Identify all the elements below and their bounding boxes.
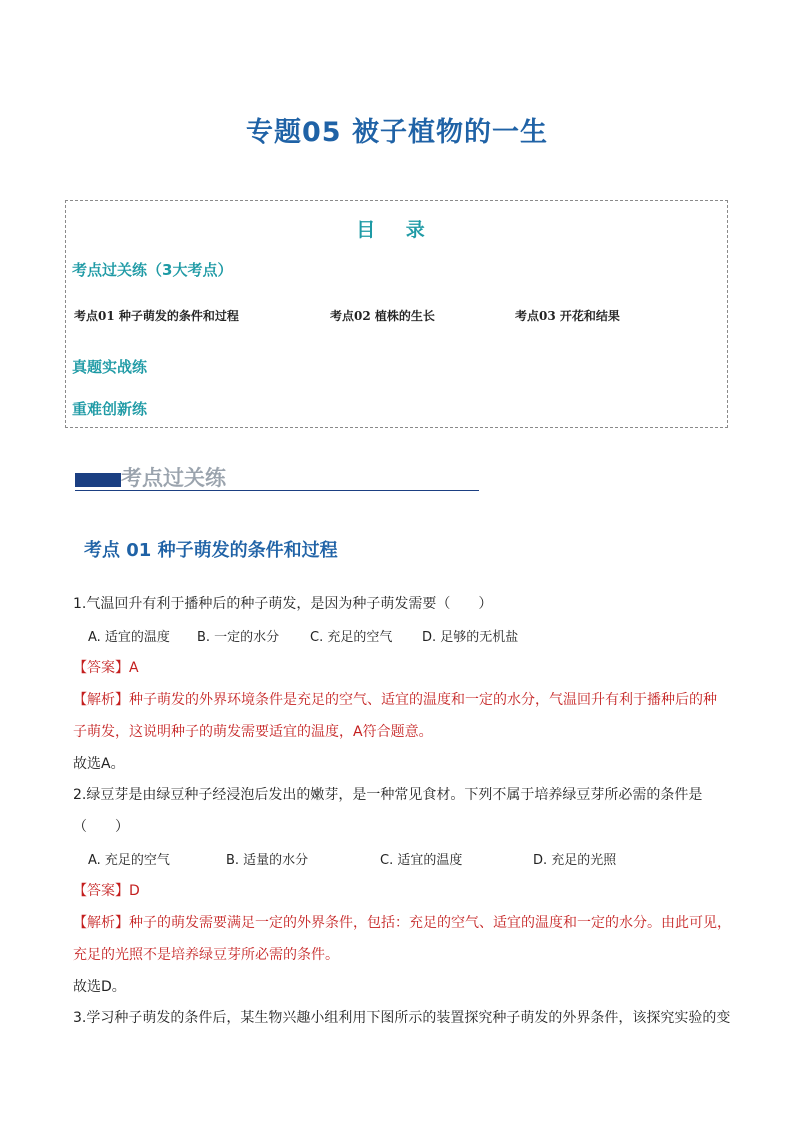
q1-answer bbox=[73, 657, 139, 677]
table-of-contents bbox=[65, 200, 728, 428]
q2-stem-2: （ ） bbox=[73, 819, 129, 835]
banner-bar bbox=[75, 473, 121, 487]
toc-section-kaodian[interactable]: 考点过关练（3大考点） bbox=[72, 261, 233, 279]
q1-analysis-text-1: 种子萌发的外界环境条件是充足的空气、适宜的温度和一定的水分，气温回升有利于播种后的种 bbox=[129, 692, 717, 708]
q2-option-a: A. 充足的空气 bbox=[88, 853, 170, 868]
q2-conclusion: 故选D。 bbox=[73, 979, 126, 995]
q1-conclusion: 故选A。 bbox=[73, 756, 125, 772]
q2-analysis-1 bbox=[73, 912, 731, 932]
q2-answer-label: 【答案】 bbox=[73, 883, 129, 899]
q2-stem-1: 2.绿豆芽是由绿豆种子经浸泡后发出的嫩芽，是一种常见食材。下列不属于培养绿豆芽所必需的条件是 bbox=[73, 787, 703, 803]
q1-analysis-1 bbox=[73, 689, 717, 709]
q2-analysis-text-1: 种子的萌发需要满足一定的外界条件，包括：充足的空气、适宜的温度和一定的水分。由此可见， bbox=[129, 915, 731, 931]
q1-answer-value: A bbox=[129, 660, 139, 676]
toc-item-kp3[interactable]: 考点03 开花和结果 bbox=[515, 309, 620, 323]
q2-option-b: B. 适量的水分 bbox=[226, 853, 309, 868]
q1-option-a: A. 适宜的温度 bbox=[88, 630, 170, 645]
page-title: 专题05 被子植物的一生 bbox=[246, 117, 548, 148]
banner-underline bbox=[75, 490, 479, 491]
q1-option-d: D. 足够的无机盐 bbox=[422, 630, 519, 645]
toc-item-kp1[interactable]: 考点01 种子萌发的条件和过程 bbox=[74, 309, 239, 323]
banner-text: 考点过关练 bbox=[121, 465, 226, 490]
toc-section-chuangxin[interactable]: 重难创新练 bbox=[72, 400, 148, 418]
section-banner bbox=[75, 462, 479, 492]
q2-answer-value: D bbox=[129, 883, 140, 899]
kaodian-title: 考点 01 种子萌发的条件和过程 bbox=[84, 540, 338, 561]
q3-stem-1: 3.学习种子萌发的条件后，某生物兴趣小组利用下图所示的装置探究种子萌发的外界条件，该探究实验的变 bbox=[73, 1010, 731, 1026]
q1-analysis-2: 子萌发，这说明种子的萌发需要适宜的温度，A符合题意。 bbox=[73, 724, 433, 740]
toc-item-kp2[interactable]: 考点02 植株的生长 bbox=[330, 309, 435, 323]
q2-analysis-2: 充足的光照不是培养绿豆芽所必需的条件。 bbox=[73, 947, 339, 963]
q1-option-b: B. 一定的水分 bbox=[197, 630, 280, 645]
q1-option-c: C. 充足的空气 bbox=[310, 630, 393, 645]
q1-stem: 1.气温回升有利于播种后的种子萌发，是因为种子萌发需要（ ） bbox=[73, 596, 493, 612]
q1-answer-label: 【答案】 bbox=[73, 660, 129, 676]
q2-option-c: C. 适宜的温度 bbox=[380, 853, 463, 868]
toc-heading: 目 录 bbox=[356, 219, 437, 241]
toc-section-zhenti[interactable]: 真题实战练 bbox=[72, 358, 148, 376]
q1-analysis-label: 【解析】 bbox=[73, 692, 129, 708]
q2-analysis-label: 【解析】 bbox=[73, 915, 129, 931]
q2-option-d: D. 充足的光照 bbox=[533, 853, 617, 868]
q2-answer bbox=[73, 880, 140, 900]
